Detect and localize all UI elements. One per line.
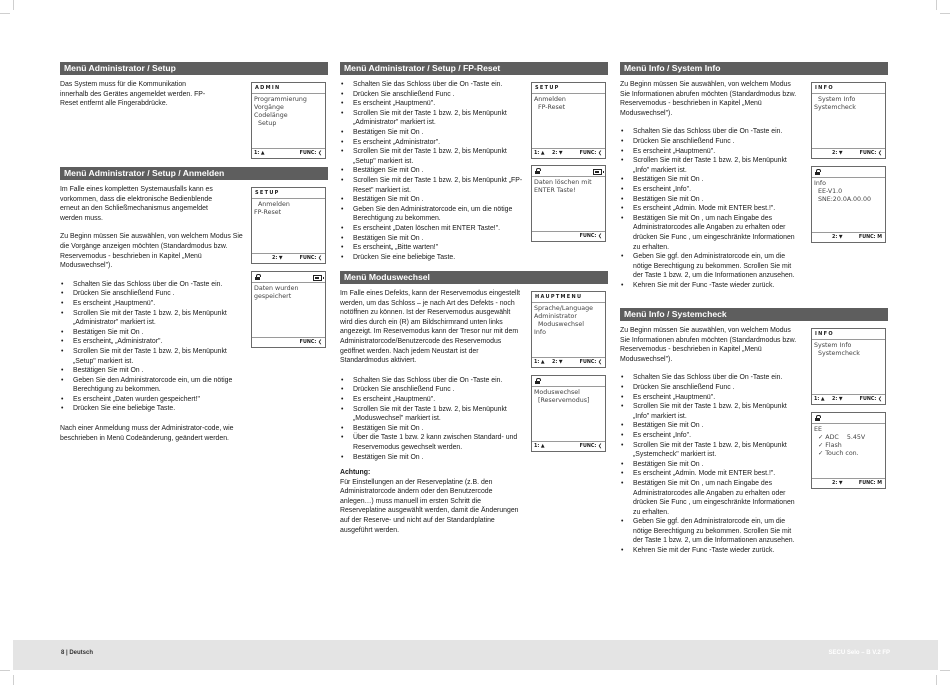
list-item: • Drücken Sie anschließend Func . [620,383,800,393]
list-item: • Es erscheint „Admin. Mode mit ENTER best.!". [620,204,800,214]
lock-icon [815,415,820,421]
key-1-label: 1: ▲ [534,151,545,156]
screen-line: SNE:20.0A.00.00 [814,196,872,203]
list-item: • Geben Sie den Administratorcode ein, um die nötige Berechtigung zu bekommen. [340,205,525,224]
key-1-label: 1: ▲ [814,397,825,402]
screen-line: Systemcheck [814,350,860,357]
section-admin-setup-anmelden [60,167,328,443]
section-paragraph: Das System muss für die Kommunikation innerhalb des Gerätes angemeldet werden. FP-Reset entfernt alle Fingerabdrücke. [60,81,206,108]
crop-mark [936,0,937,10]
list-item: • Bestätigen Sie mit On . [60,328,245,338]
screen-title: INFO [812,329,885,340]
screen-footer [252,253,325,263]
list-item: • Es erscheint „Admin. Mode mit ENTER best.!". [620,469,800,479]
list-item: • Es erscheint „Administrator". [340,138,525,148]
device-screen-moduswechsel [531,375,606,452]
step-list [340,376,525,462]
screen-line: Setup [254,120,277,127]
list-item: • Scrollen Sie mit der Taste 1 bzw. 2, bis Menüpunkt „Systemcheck" markiert ist. [620,441,800,460]
section-title: Menü Administrator / Setup / FP-Reset [340,62,608,75]
screen-footer [252,148,325,158]
device-screen-admin [251,82,326,159]
screen-line: Daten wurden [254,285,299,292]
func-key-label: FUNC: ❮ [299,340,322,345]
screen-line: Systemcheck [814,104,856,111]
screen-line: [Reservemodus] [534,397,590,404]
screen-line: System Info [814,96,856,103]
section-system-info [620,62,888,308]
list-item: • Bestätigen Sie mit On . [340,234,525,244]
func-key-label: FUNC: ❮ [859,397,882,402]
list-item: • Geben Sie ggf. den Administratorcode ein, um die nötige Berechtigung zu bekommen. Scrollen Sie mit der Taste 1 bzw. 2, um die Informationen anzusehen. [620,517,800,546]
screen-line: ENTER Taste! [534,187,576,194]
section-title: Menü Administrator / Setup [60,62,328,75]
device-screen-systemcheck [811,412,886,489]
list-item: • Es erscheint „Info". [620,185,800,195]
key-2-label: 2: ▼ [552,151,563,156]
list-item: • Es erscheint „Daten löschen mit ENTER Taste!". [340,224,525,234]
list-item: • Bestätigen Sie mit On . [340,166,525,176]
screen-line: FP-Reset [534,104,566,111]
section-admin-setup [60,62,328,167]
list-item: • Es erscheint „Hauptmenü". [340,99,525,109]
section-systemcheck [620,308,888,556]
step-list [620,127,800,290]
crop-mark [13,0,14,10]
battery-icon [313,275,322,281]
list-item: • Über die Taste 1 bzw. 2 kann zwischen Standard- und Reservemodus gewechselt werden. [340,433,525,452]
step-list [340,80,525,262]
key-2-label: 2: ▼ [832,235,843,240]
screen-line: EE-V1.0 [814,188,843,195]
list-item: • Kehren Sie mit der Func -Taste wieder zurück. [620,281,800,291]
list-item: • Schalten Sie das Schloss über die On -Taste ein. [620,373,800,383]
crop-mark [940,670,950,671]
func-key-label: FUNC: ❮ [579,234,602,239]
screen-line: Administrator [534,313,577,320]
list-item: • Drücken Sie anschließend Func . [620,137,800,147]
list-item: • Scrollen Sie mit der Taste 1 bzw. 2, bis Menüpunkt „Administrator" markiert ist. [60,309,245,328]
crop-mark [0,13,10,14]
list-item: • Es erscheint „Hauptmenü". [620,393,800,403]
key-1-label: 1: ▲ [534,444,545,449]
list-item: • Bestätigen Sie mit On . [620,175,800,185]
list-item: • Kehren Sie mit der Func -Taste wieder zurück. [620,546,800,556]
step-list [620,373,800,555]
section-paragraph: Zu Beginn müssen Sie auswählen, von welchem Modus Sie Informationen abrufen möchten (Standardmodus bzw. Reservemodus - beschrieben in Kapitel „Menü Moduswechsel"). [620,327,797,363]
device-screen-delete [531,165,606,242]
list-item: • Geben Sie den Administratorcode ein, um die nötige Berechtigung zu bekommen. [60,376,245,395]
section-paragraph: Nach einer Anmeldung muss der Administrator-code, wie beschrieben in Menü Codeänderung, geändert werden. [60,425,234,442]
list-item: • Scrollen Sie mit der Taste 1 bzw. 2, bis Menüpunkt „Setup" markiert ist. [60,347,245,366]
screen-title: SETUP [532,83,605,94]
list-item: • Scrollen Sie mit der Taste 1 bzw. 2, bis Menüpunkt „Info" markiert ist. [620,156,800,175]
screen-line: Daten löschen mit [534,179,592,186]
list-item: • Scrollen Sie mit der Taste 1 bzw. 2, bis Menüpunkt „Info" markiert ist. [620,402,800,421]
screen-line: ✓ Touch con. [814,450,859,457]
list-item: • Es erscheint „Info". [620,431,800,441]
list-item: • Schalten Sie das Schloss über die On -Taste ein. [620,127,800,137]
screen-line: Info [534,329,546,336]
crop-mark [940,13,950,14]
list-item: • Scrollen Sie mit der Taste 1 bzw. 2, bis Menüpunkt „FP-Reset" markiert ist. [340,176,525,195]
screen-footer [532,357,605,367]
list-item: • Drücken Sie eine beliebige Taste. [60,404,245,414]
screen-title: HAUPTMENU [532,292,605,303]
list-item: • Scrollen Sie mit der Taste 1 bzw. 2, bis Menüpunkt „Administrator" markiert ist. [340,109,525,128]
func-key-label: FUNC: M [858,481,882,486]
list-item: • Es erscheint „Hauptmenü". [60,299,245,309]
crop-mark [13,675,14,685]
screen-footer [532,148,605,158]
screen-line: Programmierung [254,96,307,103]
list-item: • Drücken Sie anschließend Func . [340,385,525,395]
list-item: • Bestätigen Sie mit On . [340,128,525,138]
list-item: • Bestätigen Sie mit On . [620,421,800,431]
section-title: Menü Moduswechsel [340,271,608,284]
page-footer [13,640,938,670]
screen-footer [532,231,605,241]
screen-line: Anmelden [534,96,566,103]
column-3 [620,62,888,556]
section-paragraph: Im Falle eines Defekts, kann der Reservemodus eingestellt werden, um das Schloss – je nach Art des Defekts - noch notöffnen zu können. Ist der Reservemodus ausgewählt wird dies durch ein (R) am Bildschirmrand unten links angezeigt. Im Reservemodus kann der Tresor nur mit dem Administratorcode/Benutzercode des Reservemodus geöffnet werden. Nach jedem Neustart ist der Standardmodus aktiviert. [340,290,521,365]
list-item: • Scrollen Sie mit der Taste 1 bzw. 2, bis Menüpunkt „Moduswechsel" markiert ist. [340,405,525,424]
crop-mark [0,670,10,671]
column-2 [340,62,608,535]
device-screen-setup [251,187,326,264]
screen-line: Moduswechsel [534,321,584,328]
device-screen-hauptmenu [531,291,606,368]
func-key-label: FUNC: ❮ [859,151,882,156]
list-item: • Geben Sie ggf. den Administratorcode ein, um die nötige Berechtigung zu bekommen. Scrollen Sie mit der Taste 1 bzw. 2, um die Informationen anzusehen. [620,252,800,281]
section-paragraph: Im Falle eines kompletten Systemausfalls kann es vorkommen, dass die elektronische Bedienblende erneut an den Schließmechanismus angemeldet werden muss. [60,186,213,222]
screen-line: Info [814,180,826,187]
func-key-label: FUNC: ❮ [579,360,602,365]
list-item: • Bestätigen Sie mit On , um nach Eingabe des Administratorcodes alle Angaben zu erhalten oder drücken Sie Func , um eingeschränkte Informationen zu erhalten. [620,214,800,252]
device-screen-info [811,82,886,159]
list-item: • Schalten Sie das Schloss über die On -Taste ein. [60,280,245,290]
list-item: • Bestätigen Sie mit On , um nach Eingabe des Administratorcodes alle Angaben zu erhalten oder drücken Sie Func , um eingeschränkte Informationen zu erhalten. [620,479,800,517]
list-item: • Es erscheint„ „Administrator". [60,337,245,347]
step-list [60,280,245,414]
key-2-label: 2: ▼ [832,397,843,402]
note-heading: Achtung: [340,469,371,477]
screen-footer [812,394,885,404]
lock-icon [255,274,260,280]
device-screen-info [811,328,886,405]
screen-title: ADMIN [252,83,325,94]
page-number: 8 | Deutsch [61,650,94,656]
screen-footer [252,337,325,347]
screen-line: FP-Reset [254,209,282,216]
key-2-label: 2: ▼ [832,481,843,486]
screen-line: EE [814,426,822,433]
screen-footer [812,148,885,158]
section-paragraph: Zu Beginn müssen Sie auswählen, von welchem Modus Sie Informationen abrufen möchten (Standardmodus bzw. Reservemodus - beschrieben in Kapitel „Menü Moduswechsel"). [620,81,797,117]
screen-line: Codelänge [254,112,288,119]
key-1-label: 1: ▲ [254,151,265,156]
key-2-label: 2: ▼ [832,151,843,156]
screen-footer [532,441,605,451]
screen-line: System Info [814,342,852,349]
list-item: • Bestätigen Sie mit On . [340,453,525,463]
key-1-label: 1: ▲ [534,360,545,365]
func-key-label: FUNC: ❮ [299,256,322,261]
product-name: SECU Selo – B V.2 FP [828,650,890,656]
list-item: • Es erscheint „Hauptmenü". [620,147,800,157]
screen-line: Moduswechsel [534,389,580,396]
screen-line: Sprache/Language [534,305,593,312]
screen-line: ✓ ADC 5.45V [814,434,866,441]
list-item: • Schalten Sie das Schloss über die On -Taste ein. [340,80,525,90]
func-key-label: FUNC: ❮ [299,151,322,156]
crop-mark [936,675,937,685]
key-2-label: 2: ▼ [552,360,563,365]
list-item: • Bestätigen Sie mit On . [340,424,525,434]
lock-icon [535,378,540,384]
screen-line: Anmelden [254,201,290,208]
lock-icon [815,169,820,175]
func-key-label: FUNC: M [858,235,882,240]
list-item: • Es erscheint „Hauptmenü". [340,395,525,405]
device-screen-info-version [811,166,886,243]
lock-icon [535,168,540,174]
screen-line: gespeichert [254,293,292,300]
note-paragraph: Für Einstellungen an der Reserveplatine (z.B. den Administratorcode ändern oder den Benutzercode anlegen…) muss manuell im ersten Schritt die Reserveplatine ausgewählt werden, damit die Änderungen auf der Reserve- und nicht auf der Standardplatine ausgeführt werden. [340,478,519,534]
list-item: • Drücken Sie anschließend Func . [60,289,245,299]
device-screen-saved [251,271,326,348]
section-fp-reset [340,62,608,271]
list-item: • Drücken Sie anschließend Func . [340,90,525,100]
list-item: • Bestätigen Sie mit On . [60,366,245,376]
list-item: • Es erscheint „Daten wurden gespeichert!" [60,395,245,405]
list-item: • Bestätigen Sie mit On . [340,195,525,205]
list-item: • Schalten Sie das Schloss über die On -Taste ein. [340,376,525,386]
screen-title: SETUP [252,188,325,199]
battery-icon [593,169,602,175]
section-title: Menü Administrator / Setup / Anmelden [60,167,328,180]
screen-footer [812,232,885,242]
list-item: • Bestätigen Sie mit On . [620,460,800,470]
device-screen-setup [531,82,606,159]
list-item: • Bestätigen Sie mit On . [620,195,800,205]
screen-line: Vorgänge [254,104,284,111]
section-moduswechsel [340,271,608,535]
column-1 [60,62,328,443]
screen-title: INFO [812,83,885,94]
list-item: • Drücken Sie eine beliebige Taste. [340,253,525,263]
section-paragraph: Zu Beginn müssen Sie auswählen, von welchem Modus Sie die Vorgänge anzeigen möchten (Standardmodus bzw. Reservemodus - beschrieben in Kapitel „Menü Moduswechsel"). [60,233,243,270]
func-key-label: FUNC: ❮ [579,444,602,449]
screen-line: ✓ Flash [814,442,842,449]
key-2-label: 2: ▼ [272,256,283,261]
section-title: Menü Info / System Info [620,62,888,75]
func-key-label: FUNC: ❮ [579,151,602,156]
screen-footer [812,478,885,488]
section-title: Menü Info / Systemcheck [620,308,888,321]
list-item: • Scrollen Sie mit der Taste 1 bzw. 2, bis Menüpunkt „Setup" markiert ist. [340,147,525,166]
list-item: • Es erscheint„ „Bitte warten!" [340,243,525,253]
